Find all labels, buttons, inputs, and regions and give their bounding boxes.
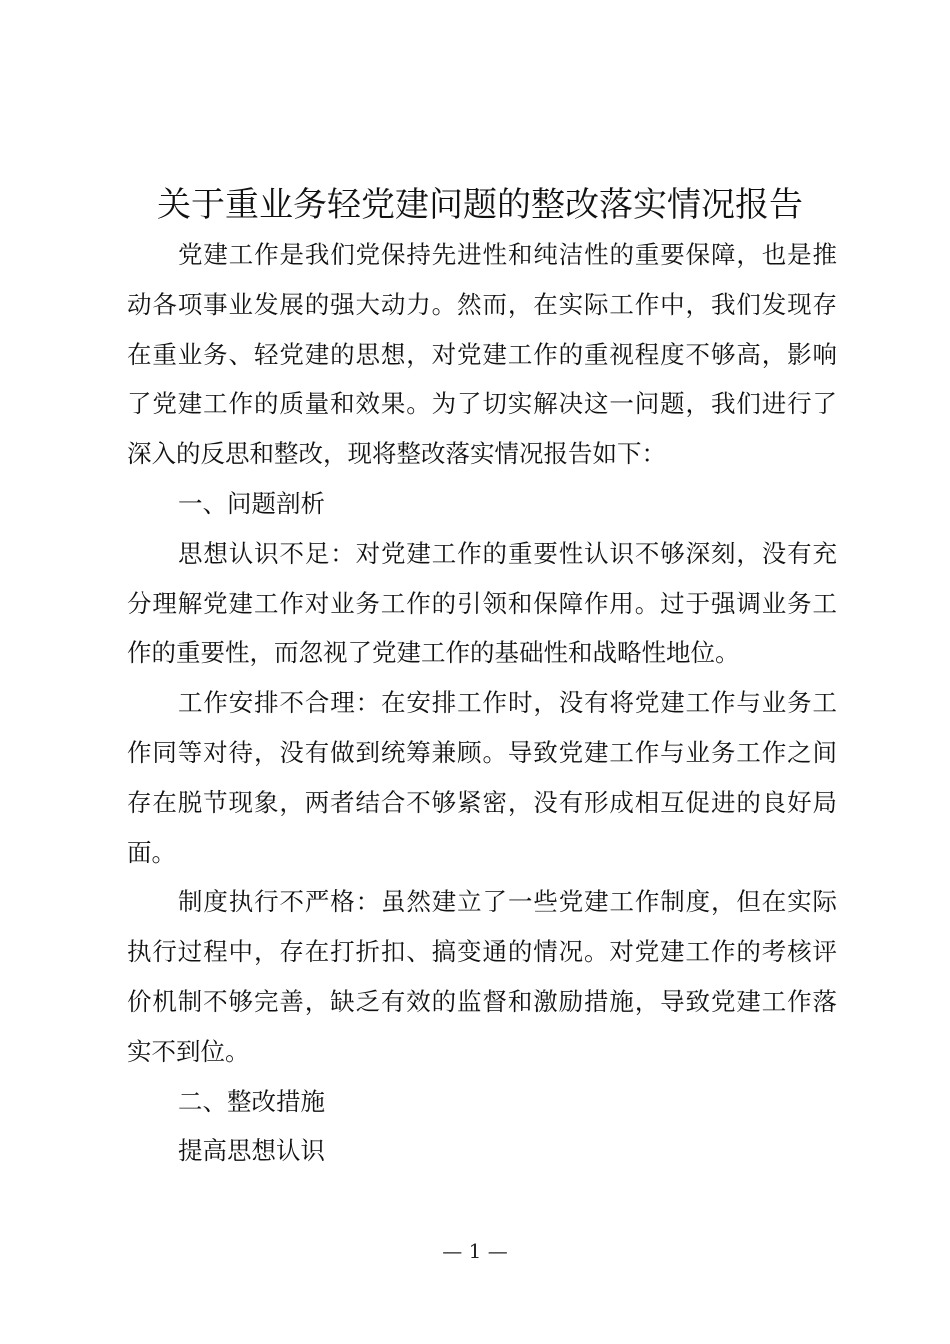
problem-paragraph-system: 制度执行不严格：虽然建立了一些党建工作制度，但在实际执行过程中，存在打折扣、搞变通的情况。对党建工作的考核评价机制不够完善，缺乏有效的监督和激励措施，导致党建工作落实不到位。: [127, 887, 837, 1066]
problem-paragraph-arrangement: 工作安排不合理：在安排工作时，没有将党建工作与业务工作同等对待，没有做到统筹兼顾。导致党建工作与业务工作之间存在脱节现象，两者结合不够紧密，没有形成相互促进的良好局面。: [127, 688, 837, 867]
intro-paragraph: 党建工作是我们党保持先进性和纯洁性的重要保障，也是推动各项事业发展的强大动力。然而，在实际工作中，我们发现存在重业务、轻党建的思想，对党建工作的重视程度不够高，影响了党建工作的质量和效果。为了切实解决这一问题，我们进行了深入的反思和整改，现将整改落实情况报告如下：: [127, 240, 837, 469]
document-body: [127, 230, 837, 1176]
problem-paragraph-thinking: 思想认识不足：对党建工作的重要性认识不够深刻，没有充分理解党建工作对业务工作的引领和保障作用。过于强调业务工作的重要性，而忽视了党建工作的基础性和战略性地位。: [127, 538, 837, 668]
page-number: — 1 —: [442, 1239, 508, 1263]
document-title: 关于重业务轻党建问题的整改落实情况报告: [157, 185, 803, 225]
section-heading-measures: 二、整改措施: [178, 1086, 325, 1116]
section-heading-problem-analysis: 一、问题剖析: [178, 488, 325, 518]
subheading-raise-awareness: 提高思想认识: [178, 1136, 325, 1166]
